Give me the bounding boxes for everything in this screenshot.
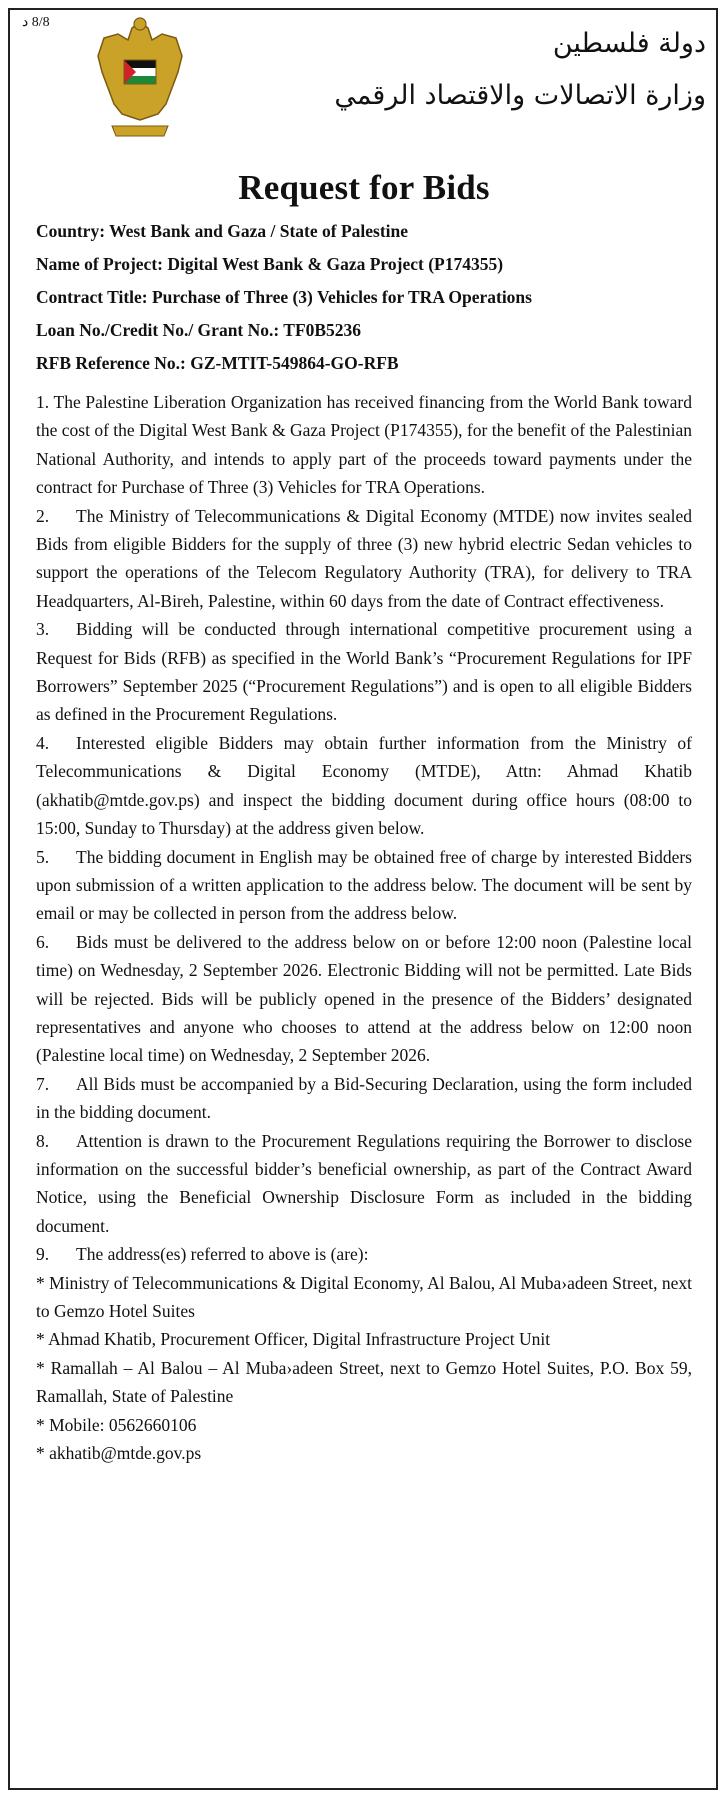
detail-rfb-reference: RFB Reference No.: GZ-MTIT-549864-GO-RFB bbox=[36, 353, 399, 373]
bid-body bbox=[36, 388, 692, 1467]
paragraph-4 bbox=[36, 729, 692, 843]
paragraph-number: 5. bbox=[36, 846, 50, 867]
address-mobile: * Mobile: 0562660106 bbox=[36, 1414, 197, 1435]
paragraph-5 bbox=[36, 843, 692, 928]
address-ministry: * Ministry of Telecommunications & Digital Economy, Al Balou, Al Muba›adeen Street, next to Gemzo Hotel Suites bbox=[36, 1272, 692, 1321]
paragraph-2 bbox=[36, 502, 692, 616]
detail-contract-title: Contract Title: Purchase of Three (3) Vehicles for TRA Operations bbox=[36, 287, 532, 307]
detail-project-name: Name of Project: Digital West Bank & Gaza Project (P174355) bbox=[36, 254, 504, 274]
paragraph-3 bbox=[36, 615, 692, 729]
paragraph-text: Interested eligible Bidders may obtain further information from the Ministry of Telecommunications & Digital Economy (MTDE), Attn: Ahmad Khatib (akhatib@mtde.gov.ps) and inspect the bidding document during office hours (08:00 to 15:00, Sunday to Thursday) at the address given below. bbox=[36, 732, 692, 839]
paragraph-text: The address(es) referred to above is (are): bbox=[76, 1244, 369, 1265]
detail-loan-number: Loan No./Credit No./ Grant No.: TF0B5236 bbox=[36, 320, 362, 340]
paragraph-text: The Palestine Liberation Organization has received financing from the World Bank toward the cost of the Digital West Bank & Gaza Project (P174355), for the benefit of the Palestinian National Authority, and intends to apply part of the proceeds toward payments under the contract for Purchase of Three (3) Vehicles for TRA Operations. bbox=[36, 392, 692, 498]
paragraph-number: 4. bbox=[36, 732, 50, 753]
paragraph-text: Attention is drawn to the Procurement Regulations requiring the Borrower to disclose information on the successful bidder’s beneficial ownership, as part of the Contract Award Notice, using the Beneficial Ownership Disclosure Form as included in the bidding document. bbox=[36, 1130, 692, 1236]
paragraph-number: 8. bbox=[36, 1130, 50, 1151]
paragraph-number: 2. bbox=[36, 505, 50, 526]
page-title: Request for Bids bbox=[238, 168, 490, 207]
paragraph-text: Bidding will be conducted through international competitive procurement using a Request for Bids (RFB) as specified in the World Bank’s “Procurement Regulations for IPF Borrowers” September 2025 (“Procurement Regulations”) and is open to all eligible Bidders as defined in the Procurement Regulations. bbox=[36, 619, 692, 725]
paragraph-text: All Bids must be accompanied by a Bid-Securing Declaration, using the form included in the bidding document. bbox=[36, 1073, 692, 1123]
paragraph-number: 1. bbox=[36, 392, 50, 412]
reference-number: 8/8 د bbox=[22, 15, 50, 30]
palestine-eagle-emblem bbox=[84, 8, 196, 150]
paragraph-8 bbox=[36, 1127, 692, 1241]
address-email: * akhatib@mtde.gov.ps bbox=[36, 1443, 202, 1464]
paragraph-number: 6. bbox=[36, 931, 50, 952]
paragraph-number: 3. bbox=[36, 619, 50, 640]
paragraph-1 bbox=[36, 388, 692, 502]
paragraph-6 bbox=[36, 928, 692, 1070]
state-of-palestine-arabic: دولة فلسطين bbox=[552, 28, 706, 59]
paragraph-7 bbox=[36, 1070, 692, 1127]
paragraph-number: 9. bbox=[36, 1244, 50, 1265]
paragraph-number: 7. bbox=[36, 1073, 50, 1094]
address-street: * Ramallah – Al Balou – Al Muba›adeen Street, next to Gemzo Hotel Suites, P.O. Box 59, Ramallah, State of Palestine bbox=[36, 1357, 692, 1407]
paragraph-text: Bids must be delivered to the address below on or before 12:00 noon (Palestine local time) on Wednesday, 2 September 2026. Electronic Bidding will not be permitted. Late Bids will be rejected. Bids will be publicly opened in the presence of the Bidders’ designated representatives and anyone who chooses to attend at the address below on 12:00 noon (Palestine local time) on Wednesday, 2 September 2026. bbox=[36, 931, 692, 1066]
ministry-name-arabic: وزارة الاتصالات والاقتصاد الرقمي bbox=[334, 80, 706, 111]
address-contact-person: * Ahmad Khatib, Procurement Officer, Digital Infrastructure Project Unit bbox=[36, 1329, 551, 1350]
paragraph-text: The bidding document in English may be obtained free of charge by interested Bidders upon submission of a written application to the address below. The document will be sent by email or may be collected in person from the address below. bbox=[36, 846, 692, 924]
paragraph-text: The Ministry of Telecommunications & Digital Economy (MTDE) now invites sealed Bids from eligible Bidders for the supply of three (3) new hybrid electric Sedan vehicles to support the operations of the Telecom Regulatory Authority (TRA), for delivery to TRA Headquarters, Al-Bireh, Palestine, within 60 days from the date of Contract effectiveness. bbox=[36, 505, 692, 611]
paragraph-9 bbox=[36, 1240, 692, 1268]
detail-country: Country: West Bank and Gaza / State of Palestine bbox=[36, 221, 409, 241]
